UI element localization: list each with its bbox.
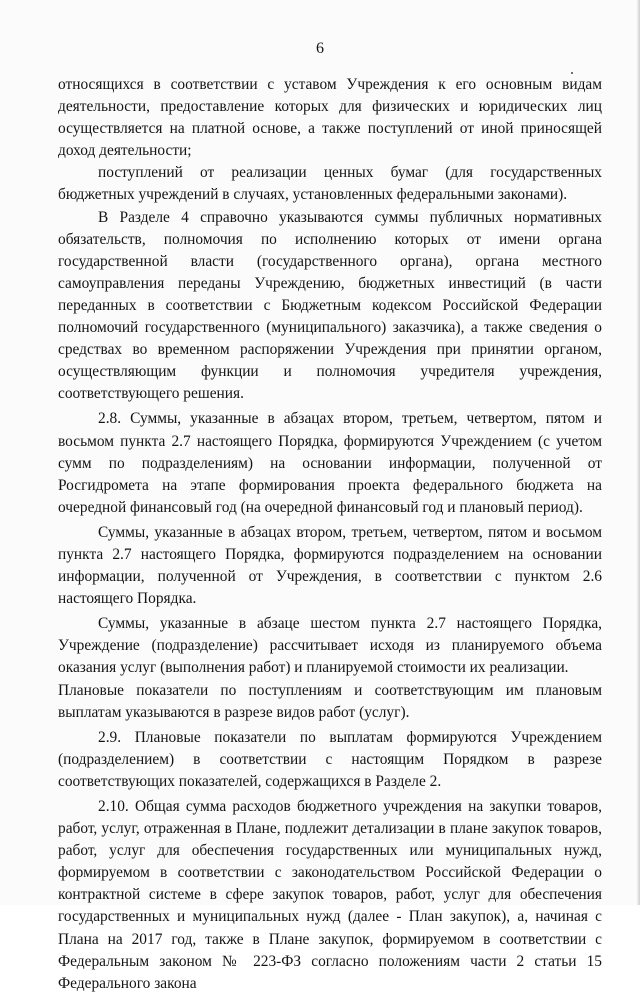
paragraph-plan-indicators: Плановые показатели по поступлениям и соответствующим им плановым выплатам указываются в разрезе видов работ (услуг). [58,681,602,721]
paragraph-2-9: 2.9. Плановые показатели по выплатам формируются Учреждением (подразделением) в соответствии с настоящим Порядком в разрезе соответствующих показателей, содержащихся в Разделе 2. [58,728,602,790]
paragraph-section-4: В Разделе 4 справочно указываются суммы публичных нормативных обязательств, полномочия по исполнению которых от имени органа государственной власти (государственного органа), органа местного самоуправления переданы Учреждению, бюджетных инвестиций (в части переданных в соответствии с Бюджетным кодексом Российской Федерации полномочий государственного (муниципального) заказчика), а также сведения о средствах во временном распоряжении Учреждения при принятии органом, осуществляющим функции и полномочия учредителя учреждения, соответствующего решения. [58,208,602,403]
paragraph-continuation: относящихся в соответствии с уставом Учреждения к его основным видам деятельности, предоставление которых для физических и юридических лиц осуществляется на платной основе, а также поступлений от иной приносящей доход деятельности; [58,76,602,160]
document-body [58,74,602,995]
page-number: 6 [316,40,324,57]
scan-edge-shadow [636,0,640,905]
paragraph-2-8-subdivision: Суммы, указанные в абзацах втором, третьем, четвертом, пятом и восьмом пункта 2.7 настоящего Порядка, формируются подразделением на основании информации, полученной от Учреждения, в соответствии с пунктом 2.6 настоящего Порядка. [58,523,602,608]
paragraph-2-10: 2.10. Общая сумма расходов бюджетного учреждения на закупки товаров, работ, услуг, отраженная в Плане, подлежит детализации в плане закупок товаров, работ, услуг для обеспечения государственных или муниципальных нужд, формируемом в соответствии с законодательством Российской Федерации о контрактной системе в сфере закупок товаров, работ, услуг для обеспечения государственных и муниципальных нужд (далее - План закупок), а, начиная с Плана на 2017 год, также в Плане закупок, формируемом в соответствии с Федеральным законом № 223-ФЗ согласно положениям части 2 статьи 15 Федерального закона [58,798,602,992]
paragraph-2-8: 2.8. Суммы, указанные в абзацах втором, третьем, четвертом, пятом и восьмом пункта 2.7 настоящего Порядка, формируются Учреждением (с учетом сумм по подразделениям) на основании информации, полученной от Росгидромета на этапе формирования проекта федерального бюджета на очередной финансовый год (на очередной финансовый год и плановый период). [58,410,602,516]
paragraph-securities: поступлений от реализации ценных бумаг (для государственных бюджетных учреждений в случаях, установленных федеральными законами). [58,164,602,204]
paragraph-2-8-sixth: Суммы, указанные в абзаце шестом пункта 2.7 настоящего Порядка, Учреждение (подразделение) рассчитывает исходя из планируемого объема оказания услуг (выполнения работ) и планируемой стоимости их реализации. [58,615,602,677]
